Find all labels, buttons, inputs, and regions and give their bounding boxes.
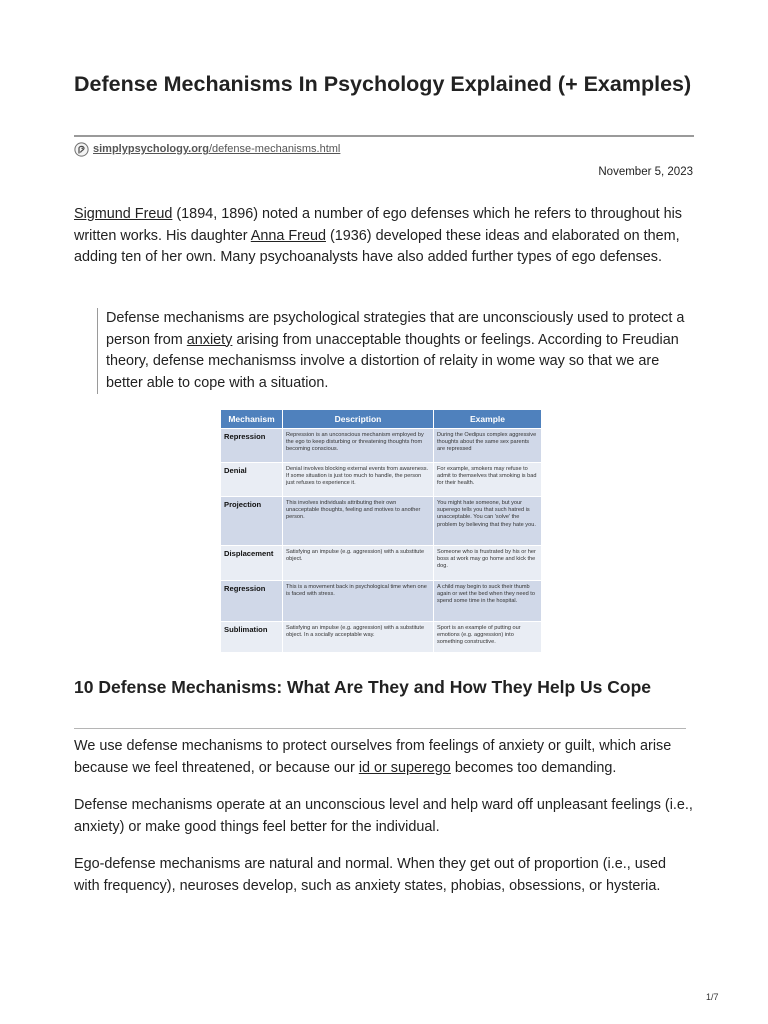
intro-paragraph — [74, 204, 694, 269]
section-heading: 10 Defense Mechanisms: What Are They and How They Help Us Cope — [74, 677, 651, 697]
defense-mechanisms-table — [220, 409, 542, 653]
table-header-example: Example — [434, 410, 542, 429]
table-cell-mechanism: Projection — [221, 497, 283, 546]
table-cell-description: This is a movement back in psychological time when one is faced with stress. — [283, 581, 434, 622]
table-row — [221, 581, 542, 622]
table-cell-example: During the Oedipus complex aggressive thoughts about the same sex parents are repressed — [434, 429, 542, 463]
table-cell-description: Repression is an unconscious mechanism employed by the ego to keep disturbing or threatening thoughts from becoming conscious. — [283, 429, 434, 463]
section-paragraph-3: Ego-defense mechanisms are natural and normal. When they get out of proportion (i.e., used with frequency), neuroses develop, such as anxiety states, phobias, obsessions, or hysteria. — [74, 856, 666, 894]
source-domain: simplypsychology.org — [93, 143, 209, 155]
table-cell-mechanism: Displacement — [221, 546, 283, 581]
table-cell-example: Someone who is frustrated by his or her boss at work may go home and kick the dog. — [434, 546, 542, 581]
source-path: /defense-mechanisms.html — [208, 143, 341, 155]
title-divider — [74, 135, 694, 137]
anxiety-link[interactable]: anxiety — [186, 331, 233, 348]
table-row — [221, 463, 542, 497]
table-cell-description: Satisfying an impulse (e.g. aggression) with a substitute object. In a socially acceptable way. — [283, 622, 434, 653]
id-superego-link[interactable]: id or superego — [358, 759, 451, 776]
blockquote — [106, 308, 696, 394]
blockquote-text-1: Defense mechanisms are psychological strategies that are unconsciously used to protect a person from — [106, 310, 685, 348]
sigmund-freud-link[interactable]: Sigmund Freud — [74, 206, 173, 222]
paragraph-text-1: We use defense mechanisms to protect ourselves from feelings of anxiety or guilt, which arise because we feel threatened, or because our — [74, 738, 672, 776]
source-line — [74, 140, 340, 158]
table-cell-description: Satisfying an impulse (e.g. aggression) with a substitute object. — [283, 546, 434, 581]
table-cell-example: You might hate someone, but your superego tells you that such hatred is unacceptable. You can 'solve' the problem by believing that they hate you. — [434, 497, 542, 546]
table-header-description: Description — [283, 410, 434, 429]
blockquote-bar — [97, 308, 98, 394]
source-link[interactable] — [93, 143, 340, 155]
article-title: Defense Mechanisms In Psychology Explained (+ Examples) — [74, 72, 692, 96]
intro-text-1: (1894, 1896) noted a number of ego defenses which he refers to throughout his written works. His daughter — [74, 206, 682, 244]
table-cell-description: Denial involves blocking external events from awareness. If some situation is just too much to handle, the person just refuses to experience it. — [283, 463, 434, 497]
section-paragraph-1 — [74, 736, 694, 779]
table-row — [221, 497, 542, 546]
publish-date: November 5, 2023 — [598, 166, 693, 178]
table-row — [221, 546, 542, 581]
section-divider — [74, 728, 686, 729]
table-cell-mechanism: Repression — [221, 429, 283, 463]
table-cell-mechanism: Regression — [221, 581, 283, 622]
blockquote-text-2: arising from unacceptable thoughts or feelings. According to Freudian theory, defense mechanismss involve a distortion of relaity in wome way so that we are better able to cope with a situation. — [106, 331, 679, 391]
table-row — [221, 622, 542, 653]
anna-freud-link[interactable]: Anna Freud — [250, 227, 326, 244]
table-cell-example: Sport is an example of putting our emotions (e.g. aggression) into something constructive. — [434, 622, 542, 653]
paragraph-text-2: becomes too demanding. — [450, 759, 617, 776]
table-cell-mechanism: Sublimation — [221, 622, 283, 653]
table-cell-example: For example, smokers may refuse to admit to themselves that smoking is bad for their health. — [434, 463, 542, 497]
site-favicon-icon — [74, 142, 89, 157]
table-cell-mechanism: Denial — [221, 463, 283, 497]
table-header-mechanism: Mechanism — [221, 410, 283, 429]
page-number: 1/7 — [706, 992, 719, 1002]
table-cell-description: This involves individuals attributing their own unacceptable thoughts, feeling and motives to another person. — [283, 497, 434, 546]
section-paragraph-2: Defense mechanisms operate at an unconscious level and help ward off unpleasant feelings (i.e., anxiety) or make good things feel better for the individual. — [74, 797, 693, 835]
table-cell-example: A child may begin to suck their thumb again or wet the bed when they need to spend some time in the hospital. — [434, 581, 542, 622]
intro-text-2: (1936) developed these ideas and elaborated on them, adding ten of her own. Many psychoanalysts have also added further types of ego defenses. — [74, 227, 680, 266]
table-row — [221, 429, 542, 463]
table-header-row — [221, 410, 542, 429]
